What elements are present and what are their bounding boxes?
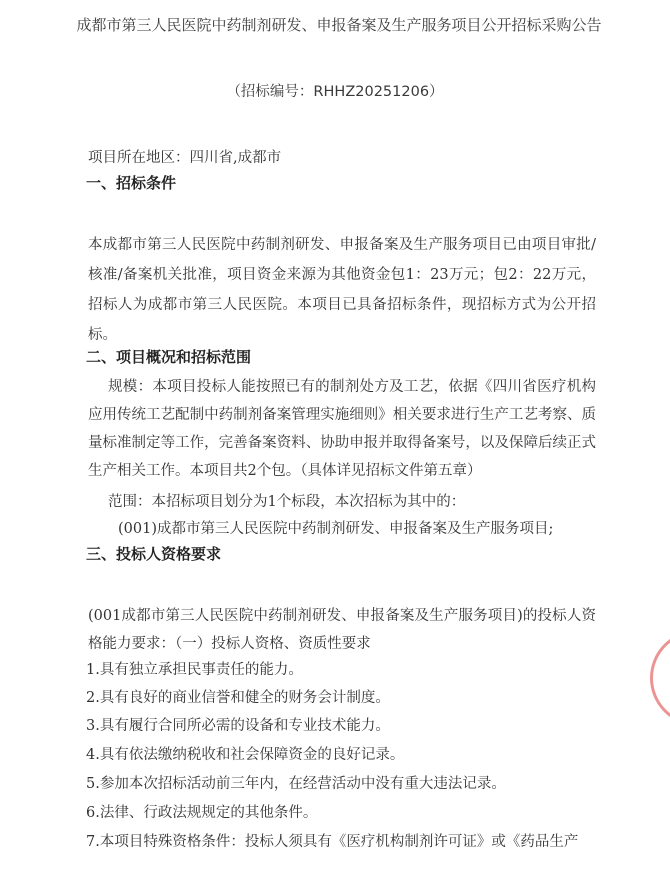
list-item: 3.具有履行合同所必需的设备和专业技术能力。 (86, 718, 390, 734)
list-item: 2.具有良好的商业信誉和健全的财务会计制度。 (86, 690, 390, 706)
list-item: 7.本项目特殊资格条件：投标人须具有《医疗机构制剂许可证》或《药品生产 (86, 834, 579, 850)
section-2-scope: 范围：本招标项目划分为1个标段，本次招标为其中的： (108, 494, 466, 510)
list-item: 6.法律、行政法规规定的其他条件。 (86, 805, 318, 821)
section-2-lot: (001)成都市第三人民医院中药制剂研发、申报备案及生产服务项目; (118, 521, 554, 537)
section-heading-3: 三、投标人资格要求 (86, 545, 222, 563)
list-item: 5.参加本次招标活动前三年内，在经营活动中没有重大违法记录。 (86, 776, 506, 792)
project-region: 项目所在地区：四川省,成都市 (88, 150, 282, 166)
section-1-body: 本成都市第三人民医院中药制剂研发、申报备案及生产服务项目已由项目审批/核准/备案机关批准，项目资金来源为其他资金包1：23万元；包2：22万元，招标人为成都市第三人民医院。本项目已具备招标条件，现招标方式为公开招标。 (88, 237, 596, 343)
section-2-scale: 规模：本项目投标人能按照已有的制剂处方及工艺，依据《四川省医疗机构应用传统工艺配制中药制剂备案管理实施细则》相关要求进行生产工艺考察、质量标准制定等工作，完善备案资料、协助申报并取得备案号，以及保障后续正式生产相关工作。本项目共2个包。（具体详见招标文件第五章） (88, 379, 596, 479)
list-item: 1.具有独立承担民事责任的能力。 (86, 662, 303, 678)
list-item: 4.具有依法缴纳税收和社会保障资金的良好记录。 (86, 747, 405, 763)
document-title: 成都市第三人民医院中药制剂研发、申报备案及生产服务项目公开招标采购公告 (76, 16, 602, 34)
tender-code: （招标编号：RHHZ20251206） (226, 84, 444, 100)
section-heading-1: 一、招标条件 (86, 174, 177, 192)
red-seal-stamp (650, 630, 670, 726)
section-heading-2: 二、项目概况和招标范围 (86, 348, 252, 366)
section-3-intro: (001成都市第三人民医院中药制剂研发、申报备案及生产服务项目)的投标人资格能力要求：（一）投标人资格、资质性要求 (88, 608, 596, 652)
